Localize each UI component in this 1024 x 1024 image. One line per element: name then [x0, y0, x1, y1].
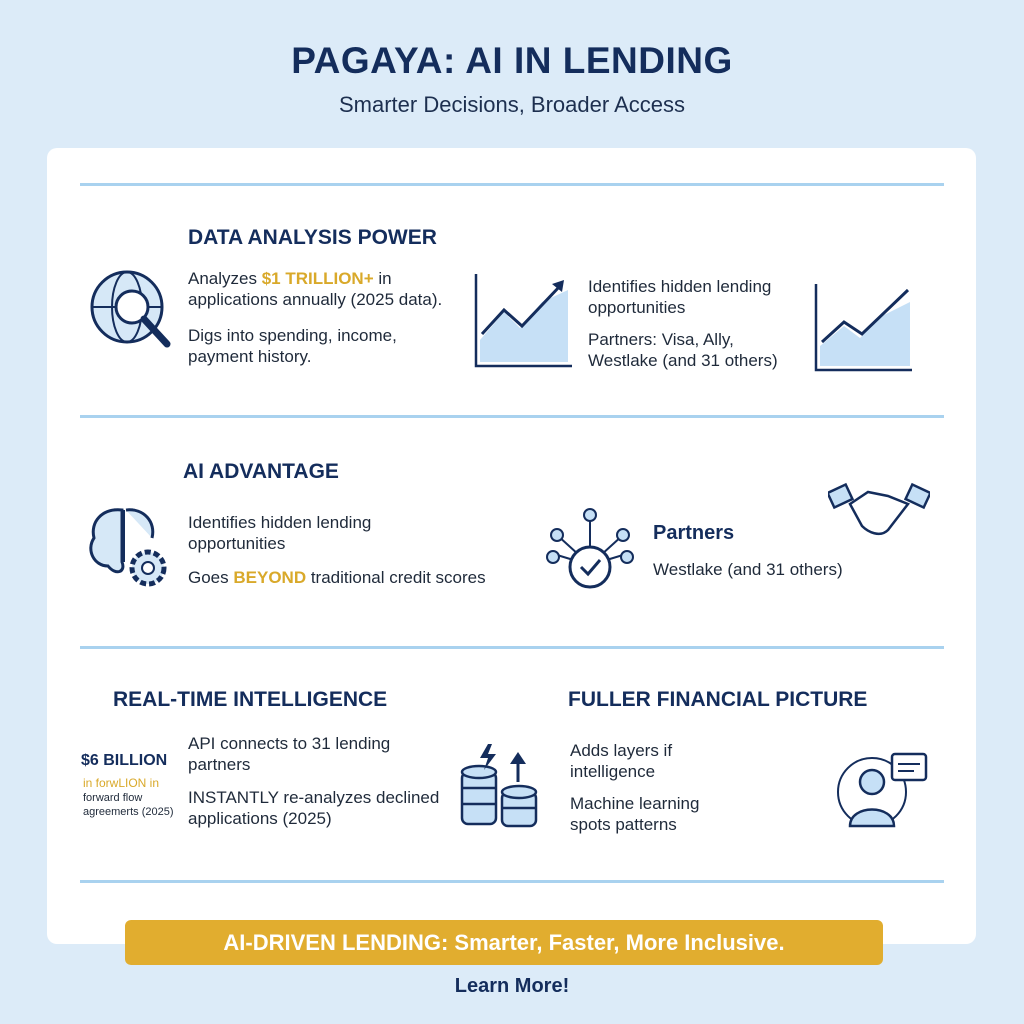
- divider: [80, 415, 944, 418]
- text: traditional credit scores: [306, 568, 486, 587]
- globe-magnifier-icon: [82, 262, 182, 362]
- text-digs: Digs into spending, income, payment history.: [188, 326, 397, 366]
- stat-caption: forward flow agreemerts (2025): [83, 792, 174, 818]
- handshake-icon: [828, 474, 930, 544]
- page-subtitle: Smarter Decisions, Broader Access: [338, 92, 686, 117]
- page-title: PAGAYA: AI IN LENDING: [291, 40, 733, 81]
- person-chat-icon: [830, 742, 930, 830]
- highlight-beyond: BEYOND: [233, 568, 307, 587]
- text-hidden-opps: Identifies hidden lending opportunities: [188, 513, 372, 553]
- section-heading: FULLER FINANCIAL PICTURE: [568, 688, 868, 711]
- divider: [80, 183, 944, 186]
- text-hidden-opps: Identifies hidden lending opportunities: [588, 277, 772, 317]
- text-partners: Partners: Visa, Ally, Westlake (and 31 others): [588, 330, 778, 370]
- text-beyond: [188, 567, 528, 588]
- section-heading: AI ADVANTAGE: [183, 460, 339, 483]
- text-partners: Westlake (and 31 others): [653, 560, 843, 579]
- cta-banner: AI-DRIVEN LENDING: Smarter, Faster, More Inclusive.: [125, 920, 883, 965]
- text: in applications annually (2025 data).: [188, 269, 443, 309]
- coin-stack-icon: [458, 742, 543, 830]
- section-heading: REAL-TIME INTELLIGENCE: [113, 688, 388, 711]
- brain-gear-icon: [82, 500, 177, 595]
- text-instantly: INSTANTLY re-analyzes declined applications (2025): [188, 788, 440, 828]
- stat-six-billion: $6 BILLION: [81, 752, 168, 769]
- divider: [80, 880, 944, 883]
- text-ml: Machine learning spots patterns: [570, 794, 700, 834]
- text-trillion: [188, 268, 478, 310]
- text: Analyzes: [188, 269, 262, 288]
- text-api: API connects to 31 lending partners: [188, 734, 391, 774]
- network-check-icon: [545, 505, 635, 595]
- section-heading: DATA ANALYSIS POWER: [188, 226, 437, 249]
- text-layers: Adds layers if intelligence: [570, 741, 673, 781]
- highlight-trillion: $1 TRILLION+: [261, 269, 374, 288]
- learn-more-link[interactable]: Learn More!: [454, 975, 570, 997]
- growth-chart-icon: [812, 282, 916, 372]
- divider: [80, 646, 944, 649]
- partners-heading: Partners: [653, 522, 735, 544]
- text: Goes: [188, 568, 234, 587]
- growth-chart-icon: [472, 272, 576, 370]
- stat-garbled: in forwLION in: [83, 776, 160, 790]
